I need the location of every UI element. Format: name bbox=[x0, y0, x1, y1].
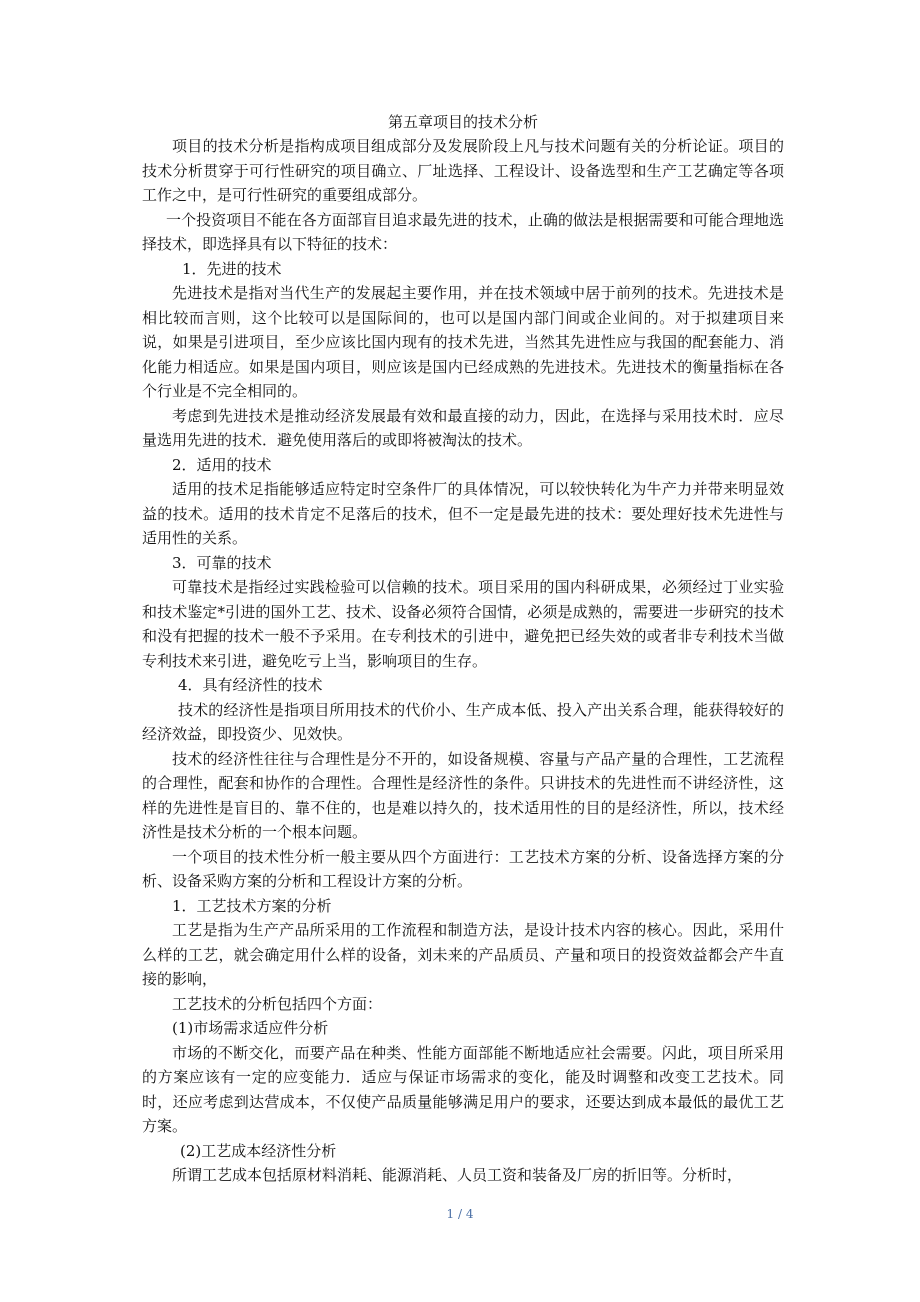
paragraph-process-four-aspects: 工艺技术的分析包括四个方面： bbox=[172, 994, 383, 1013]
paragraph-advanced-tech: 先进技术是指对当代生产的发展起主要作用，并在技术领域中居于前列的技术。先进技术是相比较而言则，这个比较可以是国际间的，也可以是国内部门间或企业间的。对于拟建项目来说，如果是引进项目，至少应该比国内现有的技术先进，当然其先进性应与我国的配套能力、消化能力相适应。如果是国内项目，则应该是国内已经成熟的先进技术。先进技术的衡量指标在各个行业是不完全相同的。 bbox=[142, 284, 784, 400]
heading-process-cost: (2)工艺成本经济性分析 bbox=[180, 1141, 337, 1160]
heading-market-adaptability: (1)市场需求适应件分析 bbox=[172, 1019, 329, 1037]
paragraph-reliable-tech: 可靠技术是指经过实践检验可以信赖的技术。项目采用的国内科研成果，必须经过丁业实验和技术鉴定*引进的国外工艺、技术、设备必须符合国情，必须是成熟的，需要进一步研究的技术和没有把握的技术一般不予采用。在专利技术的引进中，避免把已经失效的或者非专利技术当做专利技术来引进，避免吃亏上当，影响项目的生存。 bbox=[142, 578, 784, 670]
paragraph-market-adaptability: 市场的不断交化，而要产品在种类、性能方面部能不断地适应社会需要。闪此，项目所采用的方案应该有一定的应变能力．适应与保证市场需求的变化，能及时调整和改变工艺技术。同时，还应考虑到达营成本，不仅使产品质量能够满足用户的要求，还要达到成本最低的最优工艺方案。 bbox=[142, 1043, 784, 1135]
chapter-title: 第五章项目的技术分析 bbox=[387, 113, 538, 131]
paragraph-process-definition: 工艺是指为生产产品所采用的工作流程和制造方法，是设计技术内容的核心。因此，采用什么样的工艺，就会确定用什么样的设备，刘未来的产品质员、产量和项日的投资效益都会产牛直接的影响， bbox=[142, 921, 784, 988]
paragraph-advanced-tech-choice: 考虑到先进技术是推动经济发展最有效和最直接的动力，因此，在选择与采用技术时．应尽量选用先进的技术．避免使用落后的或即将被淘汰的技术。 bbox=[142, 406, 784, 449]
page-number: 1 / 4 bbox=[446, 1207, 474, 1221]
paragraph-process-cost: 所谓工艺成本包括原材料消耗、能源消耗、人员工资和装备及厂房的折旧等。分析时， bbox=[172, 1166, 743, 1184]
paragraph-economic-tech: 技术的经济性是指项目所用技术的代价小、生产成本低、投入产出关系合理，能获得较好的经济效益，即投资少、见效快。 bbox=[142, 700, 784, 743]
heading-advanced-tech: 1．先进的技术 bbox=[182, 259, 282, 278]
paragraph-selection: 一个投资项目不能在各方面部盲目追求最先进的技术，止确的做法是根据需要和可能合理地选择技术，即选择具有以下特征的技术： bbox=[142, 210, 784, 253]
document-body bbox=[142, 110, 784, 1188]
paragraph-four-aspects: 一个项目的技术性分析一般主要从四个方面进行：工艺技术方案的分析、设备选择方案的分析、设备采购方案的分析和工程设计方案的分析。 bbox=[142, 847, 784, 890]
heading-reliable-tech: 3．可靠的技术 bbox=[172, 553, 272, 572]
paragraph-intro: 项目的技术分析是指构成项目组成部分及发展阶段上凡与技术问题有关的分析论证。项目的技术分析贯穿于可行性研究的项目确立、厂址选择、工程设计、设备选型和生产工艺确定等各项工作之中，是可行性研究的重要组成部分。 bbox=[142, 137, 784, 204]
heading-applicable-tech: 2．适用的技术 bbox=[172, 455, 272, 474]
heading-process-analysis: 1．工艺技术方案的分析 bbox=[172, 896, 332, 915]
heading-economic-tech: 4．具有经济性的技术 bbox=[178, 676, 323, 694]
paragraph-economic-rationality: 技术的经济性往往与合理性是分不开的，如设备规模、容量与产品产量的合理性，工艺流程的合理性，配套和协作的合理性。合理性是经济性的条件。只讲技术的先进性而不讲经济性，这样的先进性是盲目的、靠不住的，也是难以持久的，技术适用性的目的是经济性，所以，技术经济性是技术分析的一个根本问题。 bbox=[142, 749, 784, 841]
paragraph-applicable-tech: 适用的技术足指能够适应特定时空条件厂的具体情况，可以较快转化为牛产力并带来明显效益的技术。适用的技术肯定不足落后的技术，但不一定是最先进的技术：要处理好技术先进性与适用性的关系。 bbox=[142, 480, 784, 547]
